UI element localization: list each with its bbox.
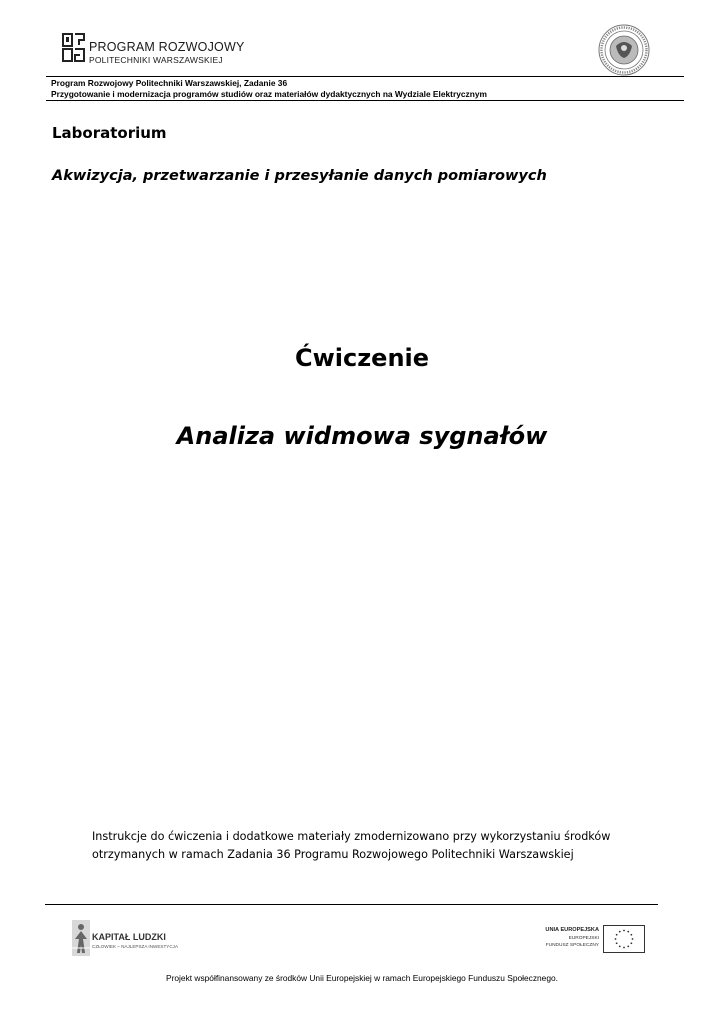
header-top-rule <box>46 76 684 77</box>
header-bottom-rule <box>46 100 684 101</box>
document-type-label: Laboratorium <box>52 124 167 142</box>
project-line-2: Przygotowanie i modernizacja programów studiów oraz materiałów dydaktycznych na Wydziale Elektrycznym <box>51 89 487 99</box>
instructions-line-1: Instrukcje do ćwiczenia i dodatkowe materiały zmodernizowano przy wykorzystaniu środków <box>92 830 611 843</box>
eu-fund-line-2: FUNDUSZ SPOŁECZNY <box>545 943 599 948</box>
kapital-ludzki-subtitle: CZŁOWIEK – NAJLEPSZA INWESTYCJA <box>92 944 179 949</box>
university-seal-icon <box>598 24 650 76</box>
cofinancing-note: Projekt współfinansowany ze środków Unii Europejskiej w ramach Europejskiego Funduszu Społecznego. <box>166 973 558 983</box>
kapital-ludzki-title: KAPITAŁ LUDZKI <box>92 932 166 942</box>
program-rozwojowy-logo-icon <box>62 33 86 63</box>
instructions-line-2: otrzymanych w ramach Zadania 36 Programu Rozwojowego Politechniki Warszawskiej <box>92 848 574 861</box>
footer-rule <box>45 904 658 905</box>
eu-flag-icon <box>603 925 645 953</box>
project-line-1: Program Rozwojowy Politechniki Warszawskiej, Zadanie 36 <box>51 78 288 88</box>
exercise-label: Ćwiczenie <box>294 344 430 372</box>
logo-subtitle: POLITECHNIKI WARSZAWSKIEJ <box>89 55 223 65</box>
kapital-ludzki-figure-icon <box>72 920 90 956</box>
exercise-title: Analiza widmowa sygnałów <box>176 422 548 450</box>
course-subject: Akwizycja, przetwarzanie i przesyłanie danych pomiarowych <box>52 168 547 184</box>
eu-fund-line-1: EUROPEJSKI <box>568 936 599 941</box>
eu-label: UNIA EUROPEJSKA <box>545 927 599 933</box>
logo-title: PROGRAM ROZWOJOWY <box>89 40 245 54</box>
